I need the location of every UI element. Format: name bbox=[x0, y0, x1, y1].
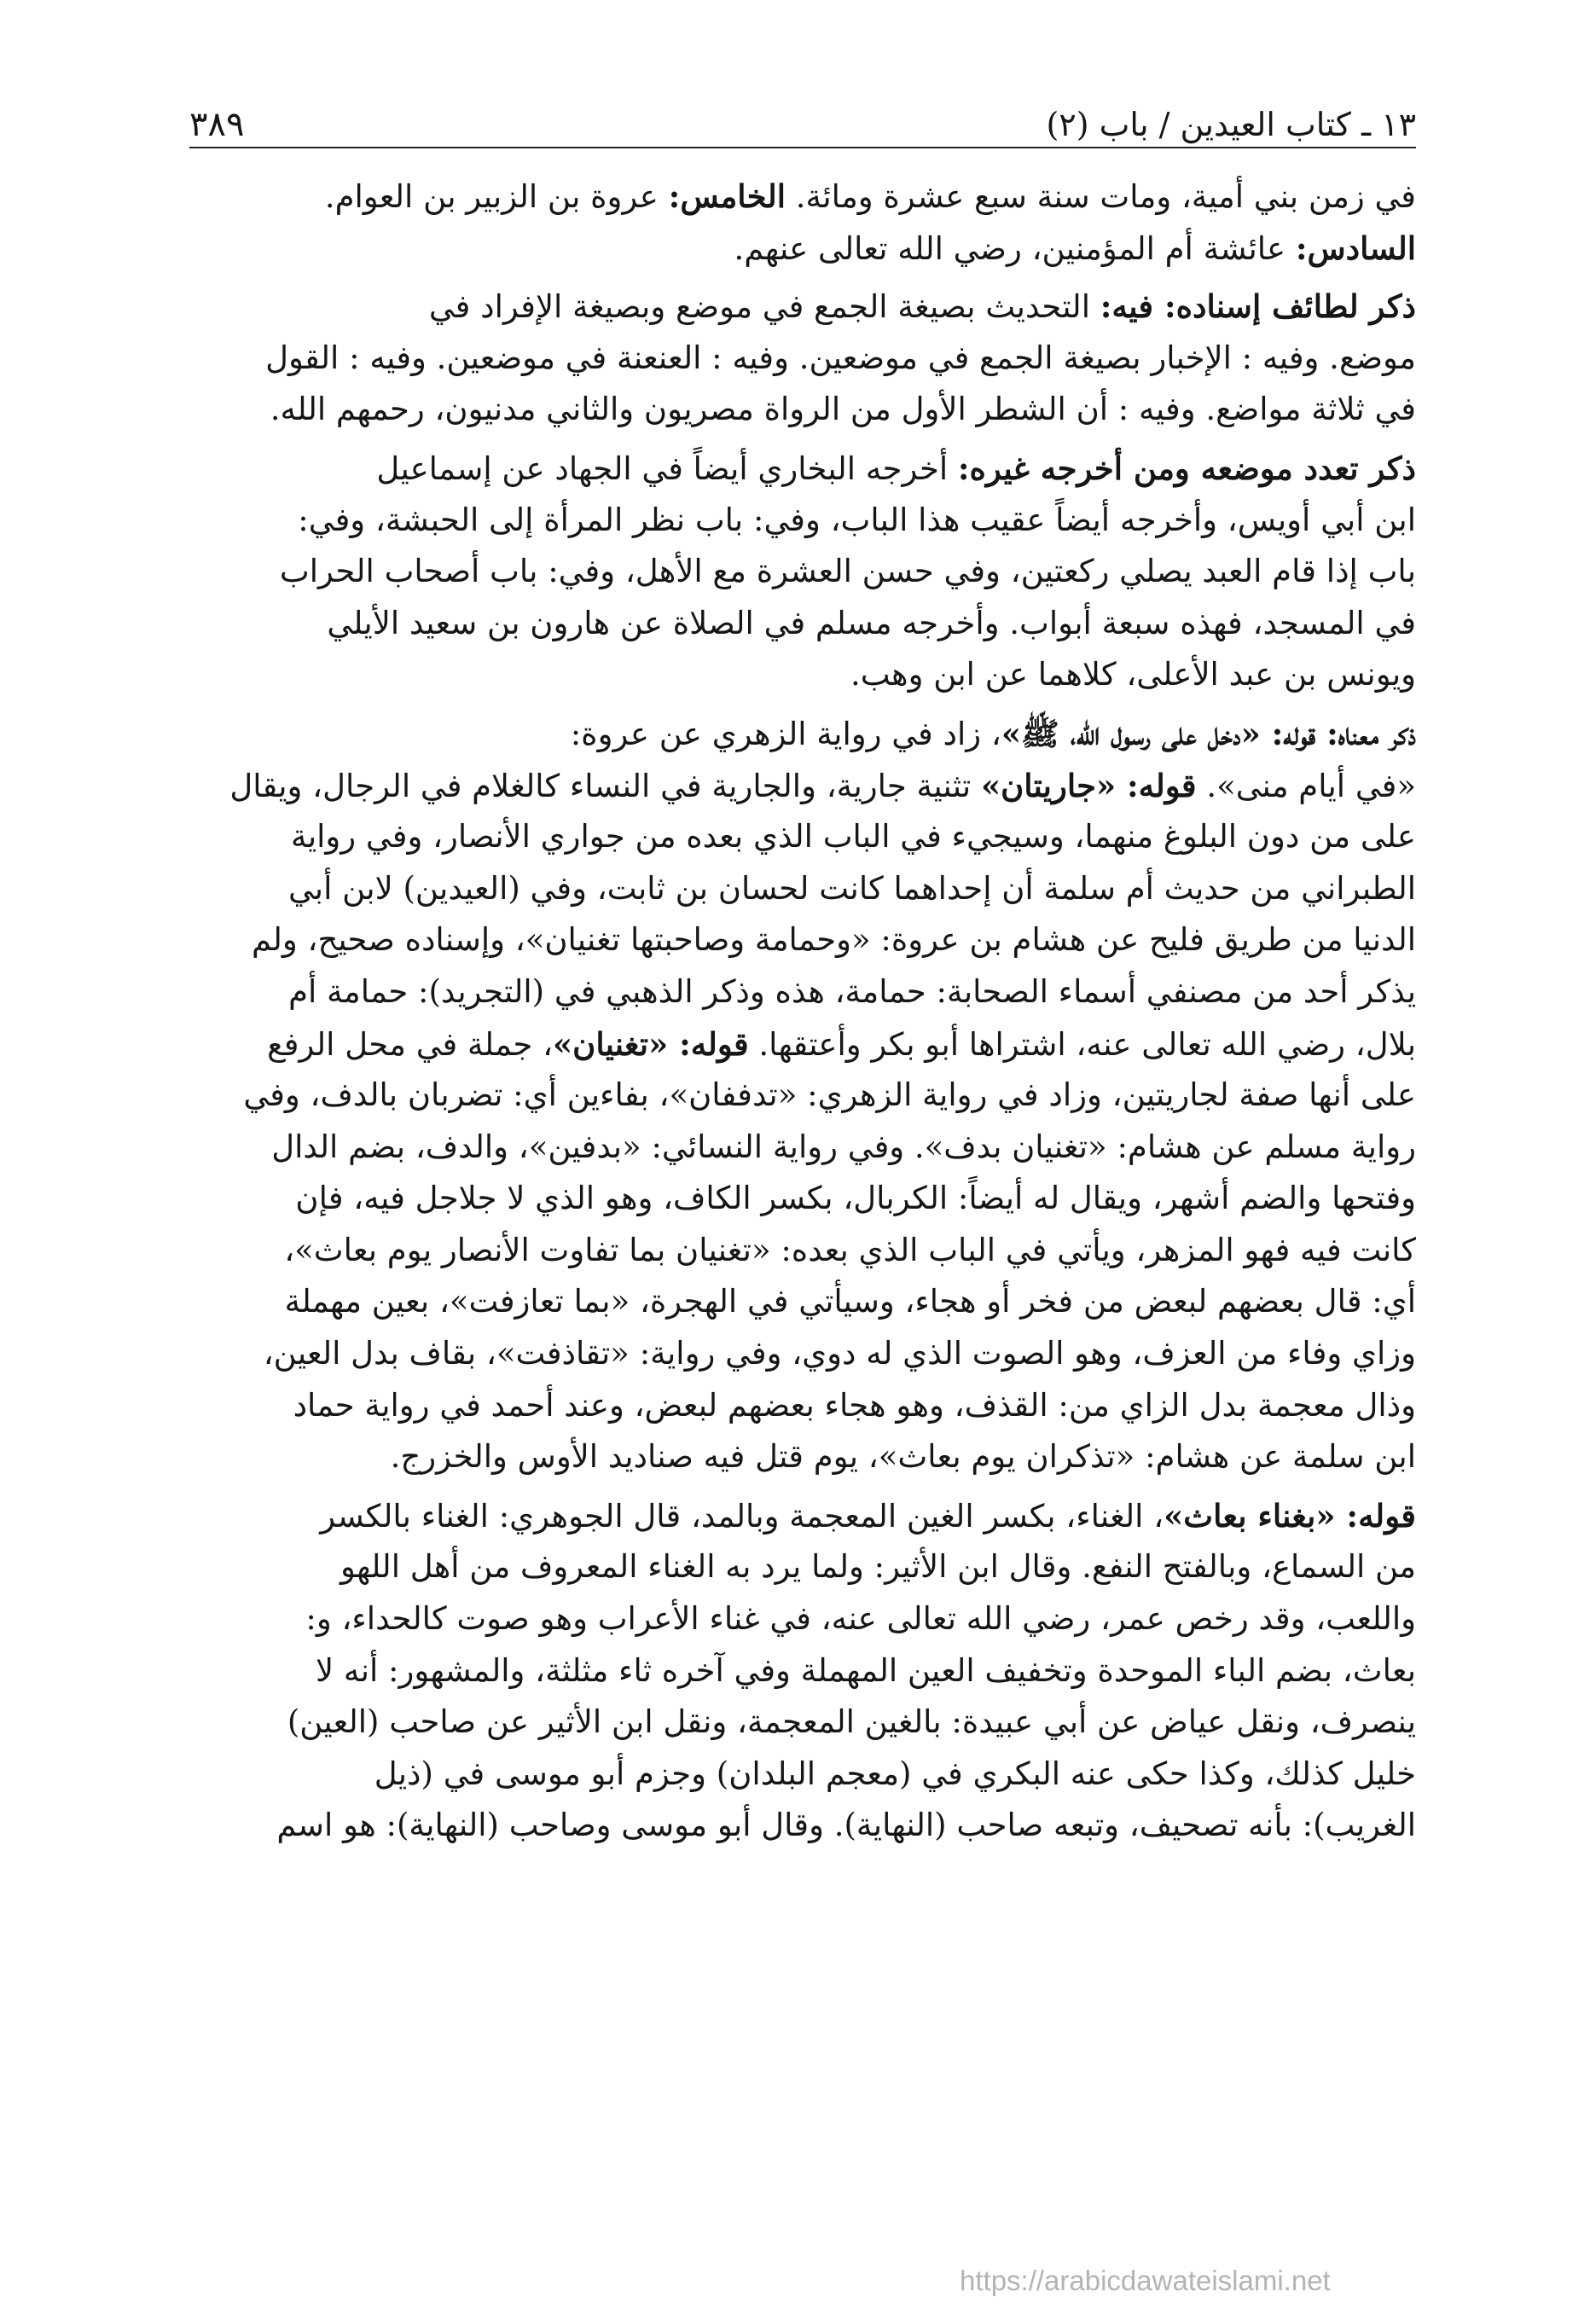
text-run: من السماع، وبالفتح النفع. وقال ابن الأثير: ولما يرد به الغناء المعروف من أهل اللهو bbox=[340, 1548, 1416, 1586]
text-line bbox=[189, 1541, 1416, 1593]
text-line bbox=[189, 1697, 1416, 1749]
paragraph bbox=[189, 281, 1416, 436]
header-title: ١٣ ـ كتاب العيدين / باب (٢) bbox=[1046, 106, 1416, 143]
text-run: على من دون البلوغ منهما، وسيجيء في الباب الذي بعده من جواري الأنصار، وفي رواية bbox=[291, 818, 1416, 856]
bold-heading-run: السادس: bbox=[1295, 229, 1416, 267]
text-run: التحديث بصيغة الجمع في موضع وبصيغة الإفراد في bbox=[428, 288, 1100, 326]
text-line bbox=[189, 1276, 1416, 1328]
text-run: في زمن بني أمية، ومات سنة سبع عشرة ومائة. bbox=[786, 178, 1416, 215]
text-run: بعاث، بضم الباء الموحدة وتخفيف العين المهملة وفي آخره ثاء مثلثة، والمشهور: أنه لا bbox=[316, 1651, 1416, 1689]
text-line bbox=[189, 1431, 1416, 1483]
text-run: ، جملة في محل الرفع bbox=[267, 1025, 554, 1063]
text-run: رواية مسلم عن هشام: «تغنيان بدف». وفي رواية النسائي: «بدفين»، والدف، بضم الدال bbox=[271, 1128, 1416, 1165]
text-line bbox=[189, 1645, 1416, 1697]
watermark-url: https://arabicdawateislami.net bbox=[960, 2265, 1331, 2296]
text-run: ابن سلمة عن هشام: «تذكران يوم بعاث»، يوم قتل فيه صناديد الأوس والخزرج. bbox=[390, 1438, 1416, 1476]
text-line bbox=[189, 1122, 1416, 1174]
running-header bbox=[189, 92, 1416, 145]
paragraph bbox=[189, 708, 1416, 1483]
text-run: الغريب): بأنه تصحيف، وتبعه صاحب (النهاية). وقال أبو موسى وصاحب (النهاية): هو اسم bbox=[276, 1807, 1416, 1844]
text-line bbox=[189, 1593, 1416, 1645]
text-run: وذال معجمة بدل الزاي من: القذف، وهو هجاء بعضهم لبعض، وعند أحمد في رواية حماد bbox=[293, 1386, 1416, 1424]
text-line bbox=[189, 1749, 1416, 1801]
bold-heading-run: قوله: «جاريتان» bbox=[980, 766, 1197, 804]
text-line bbox=[189, 1490, 1416, 1542]
page-number: ٣٨٩ bbox=[189, 105, 245, 144]
text-line bbox=[189, 1800, 1416, 1852]
text-line bbox=[189, 708, 1416, 760]
paragraph-gap bbox=[189, 274, 1416, 281]
text-run: على أنها صفة لجاريتين، وزاد في رواية الزهري: «تدففان»، بفاءين أي: تضربان بالدف، وفي bbox=[243, 1076, 1416, 1114]
text-line bbox=[189, 495, 1416, 547]
text-run: وزاي وفاء من العزف، وهو الصوت الذي له دوي، وفي رواية: «تقاذفت»، بقاف بدل العين، bbox=[263, 1335, 1416, 1372]
text-run: باب إذا قام العبد يصلي ركعتين، وفي حسن العشرة مع الأهل، وفي: باب أصحاب الحراب bbox=[279, 553, 1416, 590]
text-line bbox=[189, 863, 1416, 915]
text-run: أخرجه البخاري أيضاً في الجهاد عن إسماعيل bbox=[376, 450, 958, 487]
bold-heading-run: قوله: «تغنيان» bbox=[553, 1024, 749, 1063]
paragraph-gap bbox=[189, 436, 1416, 443]
paragraph bbox=[189, 171, 1416, 274]
bold-heading-run: قوله: «بغناء بعاث» bbox=[1164, 1496, 1416, 1535]
text-line bbox=[189, 914, 1416, 966]
text-line bbox=[189, 281, 1416, 333]
paragraph-gap bbox=[189, 1483, 1416, 1490]
text-line bbox=[189, 1173, 1416, 1225]
text-run: «في أيام منى». bbox=[1196, 767, 1416, 804]
text-run: موضع. وفيه : الإخبار بصيغة الجمع في موضعين. وفيه : العنعنة في موضعين. وفيه : القول bbox=[265, 339, 1416, 376]
text-line bbox=[189, 546, 1416, 598]
text-run: ينصرف، ونقل عياض عن أبي عبيدة: بالغين المعجمة، ونقل ابن الأثير عن صاحب (العين) bbox=[287, 1703, 1416, 1741]
text-run: أي: قال بعضهم لبعض من فخر أو هجاء، وسيأتي في الهجرة، «بما تعازفت»، بعين مهملة bbox=[284, 1283, 1416, 1320]
text-run: ، زاد في رواية الزهري عن عروة: bbox=[570, 715, 1001, 752]
text-line bbox=[189, 1018, 1416, 1070]
bold-heading-run: ذكر تعدد موضعه ومن أخرجه غيره: bbox=[957, 449, 1416, 487]
text-run: الدنيا من طريق فليح عن هشام بن عروة: «وحمامة وصاحبتها تغنيان»، وإسناده صحيح، ولم bbox=[251, 921, 1416, 959]
text-run: بلال، رضي الله تعالى عنه، اشتراها أبو بكر وأعتقها. bbox=[748, 1025, 1416, 1063]
header-divider bbox=[189, 147, 1416, 148]
text-line bbox=[189, 223, 1416, 275]
text-run: في ثلاثة مواضع. وفيه : أن الشطر الأول من الرواة مصريون والثاني مدنيون، رحمهم الله. bbox=[270, 391, 1416, 428]
paragraph-gap bbox=[189, 701, 1416, 708]
text-line bbox=[189, 966, 1416, 1018]
text-run: في المسجد، فهذه سبعة أبواب. وأخرجه مسلم في الصلاة عن هارون بن سعيد الأيلي bbox=[327, 604, 1416, 641]
text-line bbox=[189, 649, 1416, 701]
text-run: تثنية جارية، والجارية في النساء كالغلام في الرجال، ويقال bbox=[229, 767, 981, 804]
body-text bbox=[189, 171, 1416, 1852]
text-run: وفتحها والضم أشهر، ويقال له أيضاً: الكربال، بكسر الكاف، وهو الذي لا جلاجل فيه، فإن bbox=[295, 1180, 1416, 1217]
text-run: ويونس بن عبد الأعلى، كلاهما عن ابن وهب. bbox=[850, 656, 1416, 693]
text-run: عائشة أم المؤمنين، رضي الله تعالى عنهم. bbox=[734, 229, 1296, 267]
text-line bbox=[189, 333, 1416, 385]
text-line bbox=[189, 171, 1416, 223]
text-line bbox=[189, 1380, 1416, 1432]
bold-heading-run: ذكر معناه: قوله: «دخل على رسول الله، ﷺ» bbox=[1001, 714, 1416, 752]
text-run: ابن أبي أويس، وأخرجه أيضاً عقيب هذا الباب، وفي: باب نظر المرأة إلى الحبشة، وفي: bbox=[298, 501, 1416, 538]
text-run: عروة بن الزبير بن العوام. bbox=[324, 178, 669, 215]
text-line bbox=[189, 811, 1416, 863]
text-run: واللعب، وقد رخص عمر، رضي الله تعالى عنه، في غناء الأعراب وهو صوت كالحداء، و: bbox=[305, 1600, 1416, 1638]
paragraph bbox=[189, 1490, 1416, 1852]
text-run: خليل كذلك، وكذا حكى عنه البكري في (معجم البلدان) وجزم أبو موسى في (ذيل bbox=[374, 1755, 1416, 1792]
text-line bbox=[189, 443, 1416, 495]
text-run: يذكر أحد من مصنفي أسماء الصحابة: حمامة، هذه وذكر الذهبي في (التجريد): حمامة أم bbox=[288, 972, 1416, 1010]
text-line bbox=[189, 1070, 1416, 1122]
text-run: ، الغناء، بكسر الغين المعجمة وبالمد، قال الجوهري: الغناء بالكسر bbox=[320, 1497, 1164, 1535]
text-run: الطبراني من حديث أم سلمة أن إحداهما كانت لحسان بن ثابت، وفي (العيدين) لابن أبي bbox=[287, 869, 1416, 907]
paragraph bbox=[189, 443, 1416, 701]
bold-heading-run: ذكر لطائف إسناده: فيه: bbox=[1100, 287, 1416, 326]
text-run: كانت فيه فهو المزهر، ويأتي في الباب الذي بعده: «تغنيان بما تفاوت الأنصار يوم بعاث»، bbox=[284, 1231, 1416, 1268]
text-line bbox=[189, 384, 1416, 436]
bold-heading-run: الخامس: bbox=[668, 177, 786, 215]
text-line bbox=[189, 598, 1416, 650]
text-line bbox=[189, 760, 1416, 812]
text-line bbox=[189, 1225, 1416, 1277]
text-line bbox=[189, 1328, 1416, 1380]
